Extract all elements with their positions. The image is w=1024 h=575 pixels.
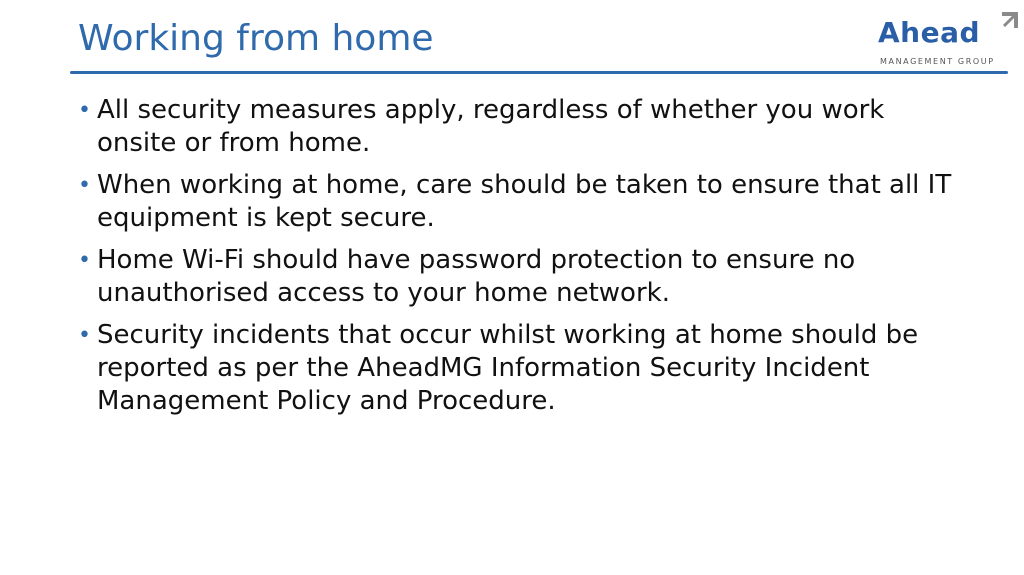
bullet-list [78,94,958,427]
bullet-text: Security incidents that occur whilst working at home should be reported as per the AheadMG Information Security Incident Management Policy and Procedure. [97,320,919,416]
company-logo [870,12,1020,72]
bullet-item [78,94,958,160]
bullet-marker-icon: • [78,248,91,273]
bullet-marker-icon: • [78,173,91,198]
bullet-text: All security measures apply, regardless of whether you work onsite or from home. [97,95,885,158]
bullet-text: When working at home, care should be taken to ensure that all IT equipment is kept secure. [97,170,952,233]
bullet-text: Home Wi-Fi should have password protection to ensure no unauthorised access to your home network. [97,245,856,308]
bullet-item [78,244,958,310]
logo-subtitle: MANAGEMENT GROUP [880,57,995,66]
bullet-item [78,169,958,235]
logo-corner-mark-icon [998,12,1018,34]
logo-wordmark: Ahead [878,16,981,49]
title-underline [70,71,1008,74]
slide-title: Working from home [78,18,434,59]
bullet-item [78,319,958,418]
bullet-marker-icon: • [78,98,91,123]
bullet-marker-icon: • [78,323,91,348]
